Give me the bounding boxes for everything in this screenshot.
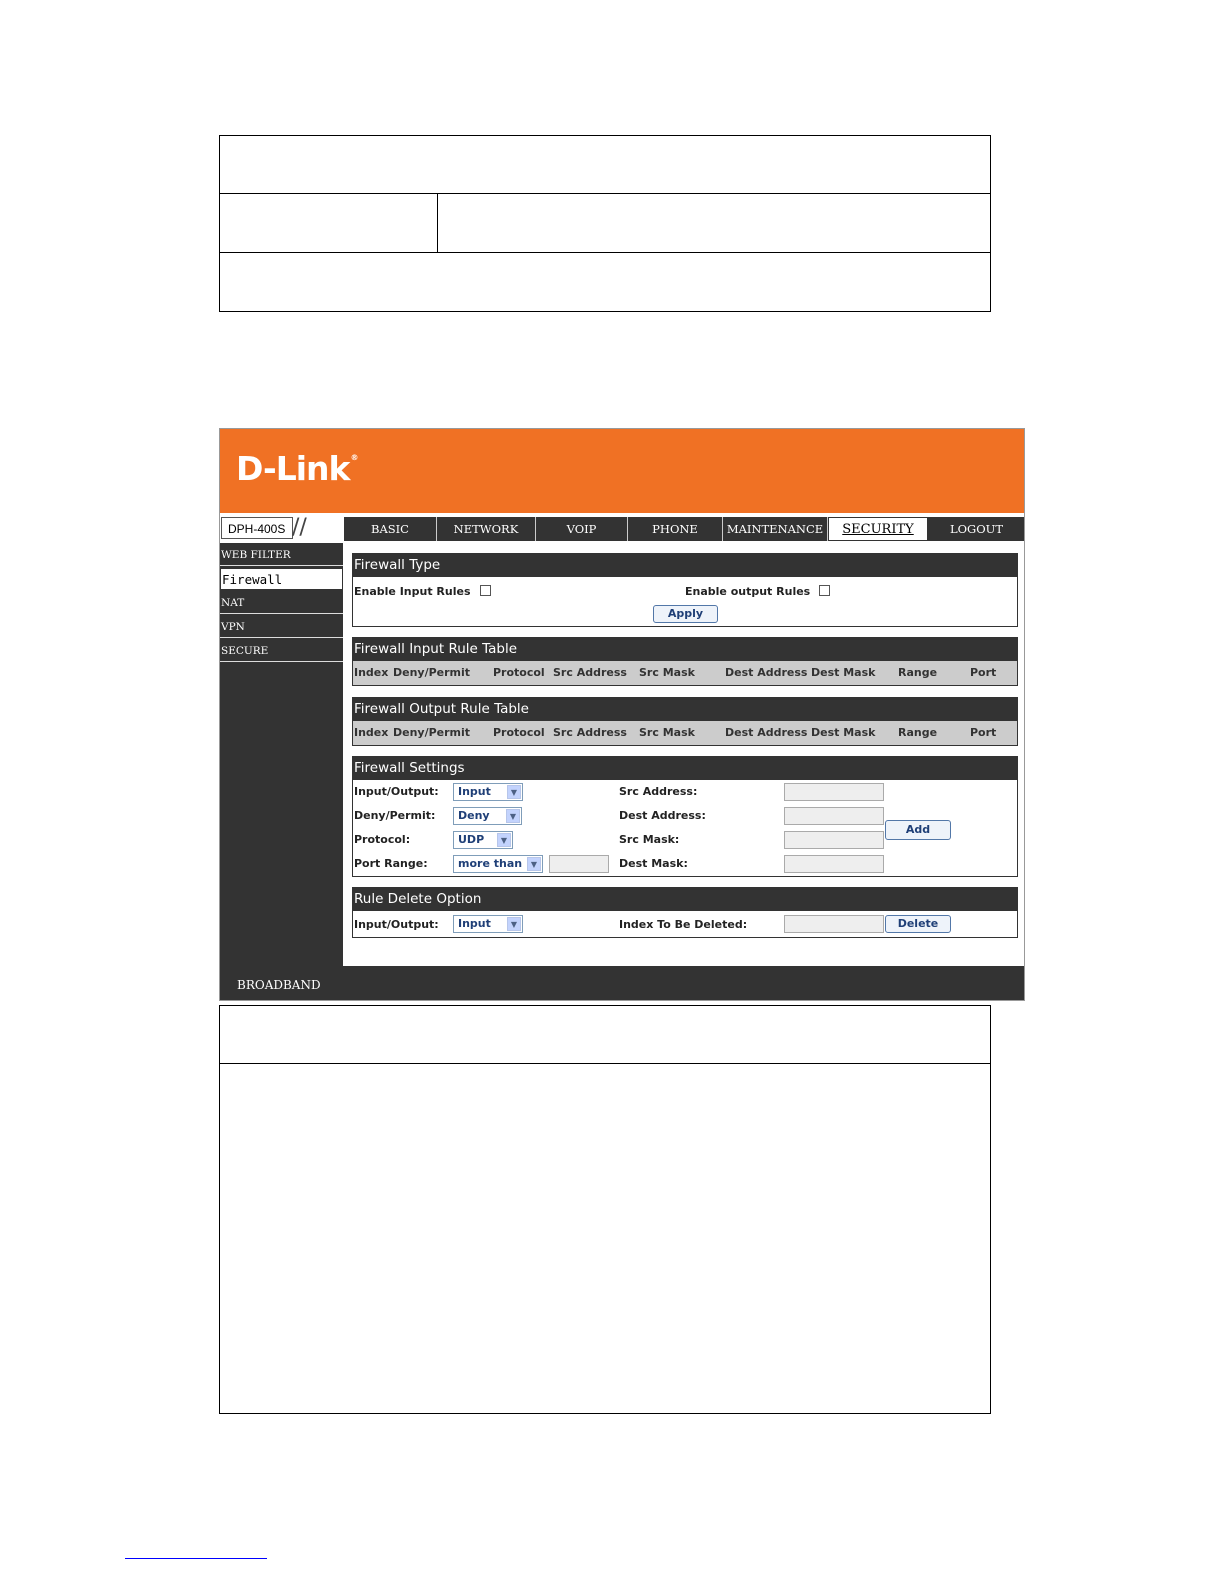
firewall-settings-panel	[352, 756, 1018, 877]
io-label: Input/Output:	[354, 785, 439, 798]
dest-mask-label: Dest Mask:	[619, 857, 688, 870]
enable-input-checkbox[interactable]	[480, 585, 491, 596]
src-mask-input[interactable]	[784, 831, 884, 849]
col-port: Port	[970, 726, 997, 739]
sidebar-item-web-filter[interactable]: WEB FILTER	[220, 544, 343, 566]
panel-title: Firewall Input Rule Table	[353, 638, 1017, 661]
col-range: Range	[898, 666, 938, 679]
col-src-mask: Src Mask	[639, 666, 695, 679]
tab-basic[interactable]: BASIC	[344, 517, 437, 541]
panel-title: Firewall Output Rule Table	[353, 698, 1017, 721]
src-address-input[interactable]	[784, 783, 884, 801]
dp-select-value: Deny	[458, 809, 490, 822]
decorative-slashes: //	[292, 515, 307, 540]
input-rule-table	[352, 637, 1018, 686]
dest-mask-input[interactable]	[784, 855, 884, 873]
chevron-down-icon: ▼	[527, 857, 541, 871]
delete-io-select[interactable]	[453, 915, 523, 933]
enable-output-label: Enable output Rules	[685, 585, 811, 598]
src-mask-label: Src Mask:	[619, 833, 680, 846]
top-table-divider-1	[219, 193, 991, 194]
dest-address-label: Dest Address:	[619, 809, 706, 822]
sidebar-item-vpn[interactable]: VPN	[220, 616, 343, 638]
add-button[interactable]: Add	[885, 820, 951, 840]
dlink-logo: D-Link®	[236, 449, 358, 488]
src-address-label: Src Address:	[619, 785, 698, 798]
col-index: Index	[354, 666, 389, 679]
chevron-down-icon: ▼	[506, 809, 520, 823]
col-src-mask: Src Mask	[639, 726, 695, 739]
enable-output-checkbox[interactable]	[819, 585, 830, 596]
col-range: Range	[898, 726, 938, 739]
col-deny-permit: Deny/Permit	[393, 726, 471, 739]
col-src-address: Src Address	[553, 666, 627, 679]
col-dest-address: Dest Address	[725, 666, 808, 679]
col-port: Port	[970, 666, 997, 679]
panel-title: Firewall Settings	[353, 757, 1017, 780]
sidebar	[220, 543, 343, 966]
bottom-table-divider	[219, 1063, 991, 1064]
protocol-select-value: UDP	[458, 833, 485, 846]
col-dest-address: Dest Address	[725, 726, 808, 739]
footer-bar: BROADBAND	[220, 966, 1025, 1001]
index-delete-label: Index To Be Deleted:	[619, 918, 748, 931]
dp-select[interactable]	[453, 807, 522, 825]
delete-io-select-value: Input	[458, 917, 491, 930]
delete-io-label: Input/Output:	[354, 918, 439, 931]
port-range-select-value: more than	[458, 857, 523, 870]
port-range-label: Port Range:	[354, 857, 428, 870]
output-rule-table	[352, 697, 1018, 746]
panel-title: Firewall Type	[353, 554, 1017, 577]
enable-input-label: Enable Input Rules	[354, 585, 471, 598]
col-deny-permit: Deny/Permit	[393, 666, 471, 679]
tab-security[interactable]: SECURITY	[828, 517, 928, 541]
top-nav	[344, 517, 1025, 541]
port-range-select[interactable]	[453, 855, 543, 873]
sidebar-item-secure[interactable]: SECURE	[220, 640, 343, 662]
sidebar-item-firewall[interactable]: Firewall	[220, 568, 343, 590]
dp-label: Deny/Permit:	[354, 809, 436, 822]
delete-button[interactable]: Delete	[885, 915, 951, 933]
io-select-value: Input	[458, 785, 491, 798]
protocol-label: Protocol:	[354, 833, 411, 846]
col-src-address: Src Address	[553, 726, 627, 739]
sidebar-item-nat[interactable]: NAT	[220, 592, 343, 614]
tab-maintenance[interactable]: MAINTENANCE	[723, 517, 828, 541]
header-banner	[220, 429, 1025, 513]
protocol-select[interactable]	[453, 831, 513, 849]
panel-title: Rule Delete Option	[353, 888, 1017, 911]
tab-network[interactable]: NETWORK	[437, 517, 536, 541]
col-protocol: Protocol	[493, 666, 545, 679]
col-index: Index	[354, 726, 389, 739]
index-delete-input[interactable]	[784, 915, 884, 933]
rule-delete-panel	[352, 887, 1018, 938]
tab-logout[interactable]: LOGOUT	[928, 517, 1025, 541]
chevron-down-icon: ▼	[507, 917, 521, 931]
col-dest-mask: Dest Mask	[811, 726, 876, 739]
chevron-down-icon: ▼	[497, 833, 511, 847]
top-table-divider-2	[219, 252, 991, 253]
top-doc-table	[219, 135, 991, 312]
port-input[interactable]	[549, 855, 609, 873]
model-label: DPH-400S	[221, 517, 293, 539]
bottom-doc-table	[219, 1005, 991, 1414]
dlink-firewall-screenshot	[219, 428, 1025, 1001]
col-protocol: Protocol	[493, 726, 545, 739]
top-table-col-divider	[437, 193, 438, 253]
tab-voip[interactable]: VOIP	[536, 517, 628, 541]
firewall-type-panel	[352, 553, 1018, 627]
io-select[interactable]	[453, 783, 523, 801]
tab-phone[interactable]: PHONE	[628, 517, 723, 541]
col-dest-mask: Dest Mask	[811, 666, 876, 679]
apply-button[interactable]: Apply	[653, 605, 718, 623]
footnote-rule	[125, 1558, 267, 1559]
dest-address-input[interactable]	[784, 807, 884, 825]
chevron-down-icon: ▼	[507, 785, 521, 799]
